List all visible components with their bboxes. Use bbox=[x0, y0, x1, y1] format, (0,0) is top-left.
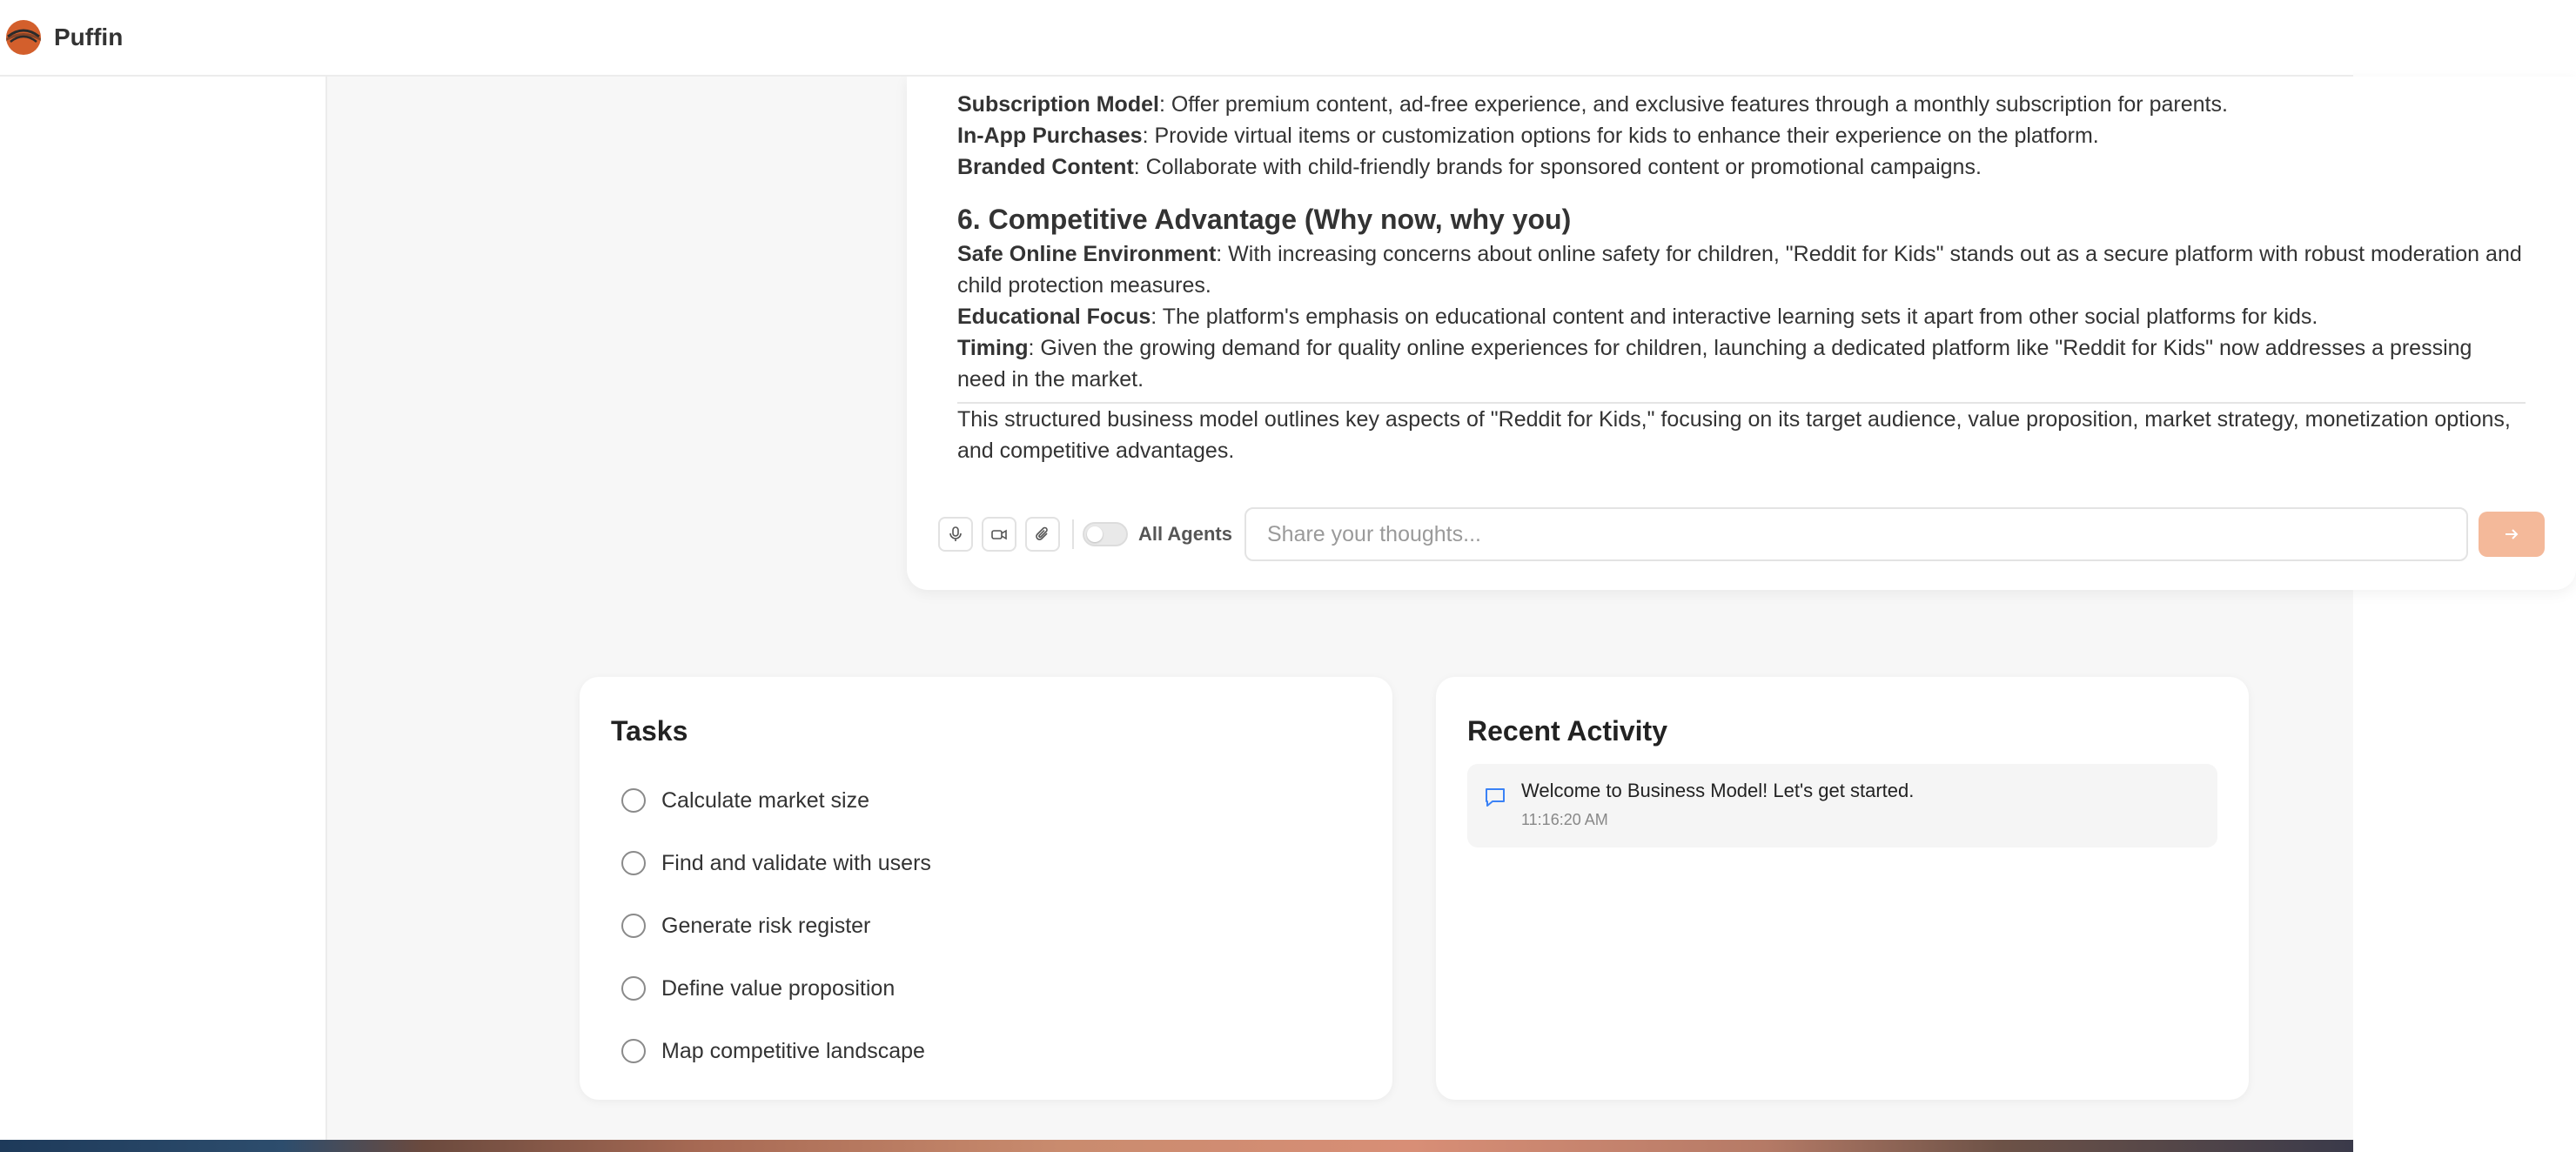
activity-item bbox=[1467, 764, 2217, 847]
video-icon bbox=[990, 526, 1008, 543]
task-checkbox[interactable] bbox=[621, 914, 646, 938]
monetization-line-3 bbox=[957, 151, 2526, 183]
monetization-line-1 bbox=[957, 89, 2526, 120]
line-text: : With increasing concerns about online safety for children, "Reddit for Kids" stands out as a secure platform with robust moderation and child protection measures. bbox=[957, 242, 2522, 298]
all-agents-toggle[interactable] bbox=[1083, 522, 1128, 546]
task-checkbox[interactable] bbox=[621, 976, 646, 1001]
send-button[interactable] bbox=[2479, 512, 2545, 557]
main-area bbox=[327, 77, 2522, 1140]
task-checkbox[interactable] bbox=[621, 851, 646, 875]
top-bar bbox=[0, 0, 2353, 77]
task-label: Define value proposition bbox=[661, 975, 896, 1001]
toolbar-separator bbox=[1072, 519, 1074, 549]
line-label: Branded Content bbox=[957, 155, 1134, 179]
chat-message bbox=[957, 77, 2526, 466]
recent-activity-title: Recent Activity bbox=[1467, 715, 1667, 747]
summary-text: This structured business model outlines key aspects of "Reddit for Kids," focusing on its target audience, value proposition, market strategy, monetization options, and competitive advantages. bbox=[957, 407, 2511, 463]
task-item[interactable] bbox=[621, 957, 931, 1020]
activity-timestamp: 11:16:20 AM bbox=[1521, 811, 1608, 828]
activity-text: Welcome to Business Model! Let's get started. bbox=[1521, 780, 1915, 801]
chat-input[interactable] bbox=[1244, 507, 2468, 561]
sidebar bbox=[0, 77, 327, 1140]
task-label: Calculate market size bbox=[661, 787, 869, 813]
line-text: : Given the growing demand for quality online experiences for children, launching a dedicated platform like "Reddit for Kids" now addresses a pressing need in the market. bbox=[957, 336, 2472, 392]
all-agents-label: All Agents bbox=[1138, 523, 1232, 545]
tasks-title: Tasks bbox=[611, 715, 688, 747]
task-label: Map competitive landscape bbox=[661, 1038, 925, 1063]
microphone-button[interactable] bbox=[938, 517, 973, 552]
task-checkbox[interactable] bbox=[621, 1039, 646, 1063]
brand[interactable] bbox=[5, 19, 123, 56]
line-label: Safe Online Environment bbox=[957, 242, 1217, 266]
task-label: Generate risk register bbox=[661, 913, 871, 938]
microphone-icon bbox=[947, 526, 964, 543]
advantage-line-2 bbox=[957, 301, 2526, 332]
task-list bbox=[621, 769, 931, 1082]
arrow-right-icon bbox=[2502, 525, 2521, 544]
desktop-wallpaper-strip bbox=[0, 1140, 2353, 1152]
task-item[interactable] bbox=[621, 1020, 931, 1082]
toggle-knob bbox=[1087, 526, 1103, 542]
message-icon bbox=[1483, 785, 1507, 809]
line-label: In-App Purchases bbox=[957, 124, 1143, 148]
chat-card bbox=[907, 77, 2576, 590]
line-text: : Collaborate with child-friendly brands for sponsored content or promotional campaigns. bbox=[1133, 155, 1982, 179]
line-text: : Provide virtual items or customization options for kids to enhance their experience on the platform. bbox=[1142, 124, 2099, 148]
task-item[interactable] bbox=[621, 769, 931, 832]
recent-activity-panel bbox=[1436, 677, 2249, 1100]
monetization-line-2 bbox=[957, 120, 2526, 151]
app-name: Puffin bbox=[54, 23, 124, 50]
chat-toolbar bbox=[938, 506, 2545, 562]
task-label: Find and validate with users bbox=[661, 850, 931, 875]
task-item[interactable] bbox=[621, 894, 931, 957]
tasks-panel bbox=[580, 677, 1392, 1100]
puffin-logo-icon bbox=[5, 19, 42, 56]
line-label: Subscription Model bbox=[957, 92, 1159, 117]
line-text: : Offer premium content, ad-free experience, and exclusive features through a monthly subscription for parents. bbox=[1158, 92, 2228, 117]
paperclip-icon bbox=[1034, 526, 1051, 543]
attach-button[interactable] bbox=[1025, 517, 1060, 552]
section-heading: 6. Competitive Advantage (Why now, why you) bbox=[957, 204, 1572, 235]
line-label: Educational Focus bbox=[957, 305, 1151, 329]
advantage-line-1 bbox=[957, 238, 2526, 301]
task-item[interactable] bbox=[621, 832, 931, 894]
line-text: : The platform's emphasis on educational content and interactive learning sets it apart from other social platforms for kids. bbox=[1150, 305, 2318, 329]
line-label: Timing bbox=[957, 336, 1029, 360]
task-checkbox[interactable] bbox=[621, 788, 646, 813]
video-button[interactable] bbox=[982, 517, 1016, 552]
advantage-line-3 bbox=[957, 332, 2526, 395]
